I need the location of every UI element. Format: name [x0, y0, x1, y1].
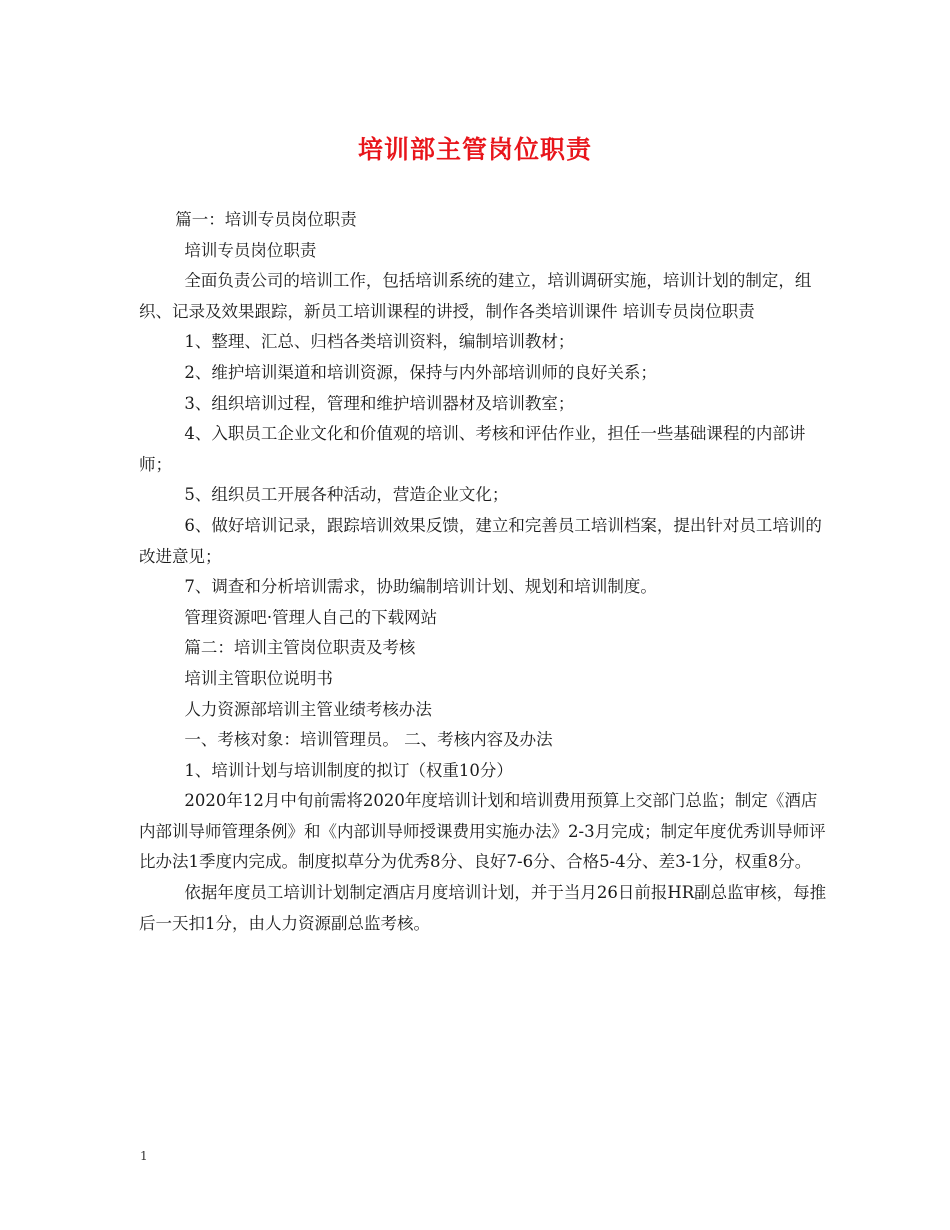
- paragraph-assessment-scope: 一、考核对象：培训管理员。 二、考核内容及办法: [184, 730, 553, 750]
- paragraph-item-5: 5、组织员工开展各种活动，营造企业文化；: [184, 485, 509, 505]
- paragraph-item-4: 4、入职员工企业文化和价值观的培训、考核和评估作业，担任一些基础课程的内部讲师；: [139, 424, 806, 474]
- paragraph-assessment-detail: 2020年12月中旬前需将2020年度培训计划和培训费用预算上交部门总监；制定《酒店内部训导师管理条例》和《内部训导师授课费用实施办法》2-3月完成；制定年度优秀训导师评比办法1季度内完成。制度拟草分为优秀8分、良好7-6分、合格5-4分、差3-1分，权重8分。: [139, 791, 826, 872]
- paragraph-assessment-item-1: 1、培训计划与培训制度的拟订（权重10分）: [184, 760, 513, 780]
- paragraph-item-2: 2、维护培训渠道和培训资源，保持与内外部培训师的良好关系；: [184, 362, 657, 382]
- paragraph-assessment-title: 人力资源部培训主管业绩考核办法: [184, 699, 432, 719]
- paragraph-site-note: 管理资源吧·管理人自己的下载网站: [184, 607, 438, 627]
- paragraph-subheading: 培训专员岗位职责: [184, 240, 317, 260]
- paragraph-section-2-heading: 篇二：培训主管岗位职责及考核: [184, 638, 416, 658]
- paragraph-overview: 全面负责公司的培训工作，包括培训系统的建立，培训调研实施，培训计划的制定，组织、记录及效果跟踪，新员工培训课程的讲授，制作各类培训课件 培训专员岗位职责: [139, 271, 812, 321]
- paragraph-item-7: 7、调查和分析培训需求，协助编制培训计划、规划和培训制度。: [184, 577, 657, 597]
- document-title: 培训部主管岗位职责: [357, 135, 592, 164]
- paragraph-monthly-plan: 依据年度员工培训计划制定酒店月度培训计划，并于当月26日前报HR副总监审核，每推后一天扣1分，由人力资源副总监考核。: [139, 883, 827, 933]
- paragraph-item-3: 3、组织培训过程，管理和维护培训器材及培训教室；: [184, 393, 575, 413]
- page-number: 1: [140, 1149, 148, 1163]
- paragraph-item-6: 6、做好培训记录，跟踪培训效果反馈，建立和完善员工培训档案，提出针对员工培训的改进意见；: [139, 515, 822, 566]
- document-body: [139, 205, 829, 939]
- paragraph-item-1: 1、整理、汇总、归档各类培训资料，编制培训教材；: [184, 332, 575, 352]
- paragraph-job-description: 培训主管职位说明书: [184, 668, 333, 688]
- paragraph-section-1-heading: 篇一：培训专员岗位职责: [175, 210, 357, 229]
